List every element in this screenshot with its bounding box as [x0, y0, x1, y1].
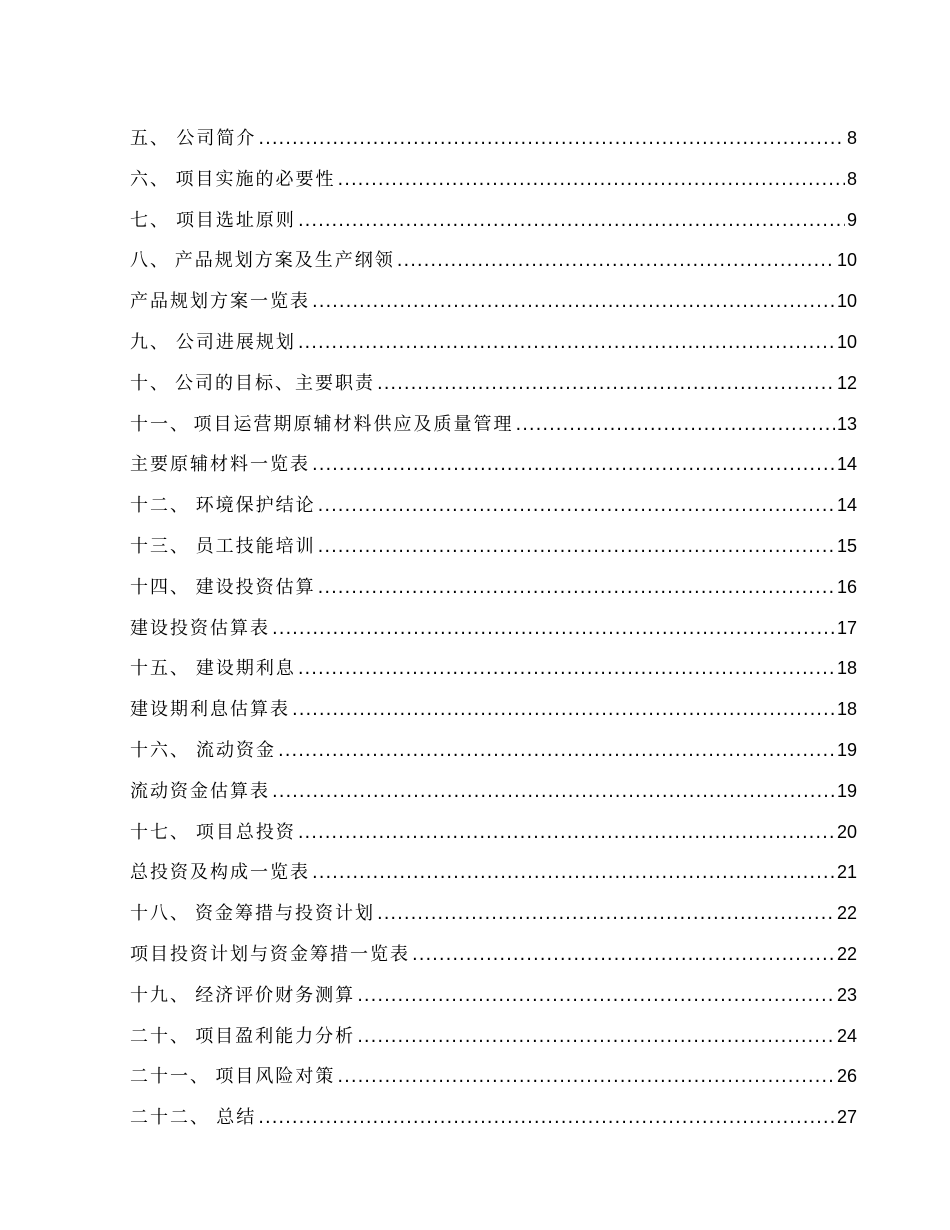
- toc-entry-page: 12: [836, 372, 857, 393]
- toc-dot-leader: [272, 772, 835, 813]
- toc-entry-page: 24: [836, 1025, 857, 1046]
- toc-entry[interactable]: [130, 934, 857, 975]
- toc-entry-number: 十三、: [130, 535, 190, 557]
- toc-dot-leader: [298, 813, 835, 854]
- toc-entry-page: 19: [836, 739, 857, 760]
- toc-entry-title: 总投资及构成一览表: [130, 862, 310, 884]
- toc-entry[interactable]: [130, 689, 857, 730]
- toc-entry-title: 项目运营期原辅材料供应及质量管理: [193, 413, 514, 435]
- toc-entry[interactable]: [130, 893, 857, 934]
- toc-entry-title: 经济评价财务测算: [195, 984, 356, 1006]
- toc-entry-page: 22: [836, 943, 857, 964]
- toc-entry[interactable]: [130, 322, 857, 363]
- toc-dot-leader: [357, 976, 835, 1017]
- toc-entry[interactable]: [130, 485, 857, 526]
- toc-entry-number: 二十、: [130, 1025, 190, 1047]
- toc-entry[interactable]: [130, 404, 857, 445]
- toc-entry-page: 8: [846, 168, 857, 189]
- toc-dot-leader: [318, 568, 835, 609]
- toc-entry-title: 项目总投资: [195, 821, 296, 843]
- toc-entry[interactable]: [130, 1016, 857, 1057]
- toc-dot-leader: [377, 894, 835, 935]
- toc-entry-page: 19: [836, 780, 857, 801]
- toc-entry-number: 十五、: [130, 658, 190, 680]
- toc-entry-title: 环境保护结论: [195, 495, 316, 517]
- toc-entry-page: 26: [836, 1066, 857, 1087]
- toc-entry[interactable]: [130, 730, 857, 771]
- toc-entry[interactable]: [130, 118, 857, 159]
- toc-entry[interactable]: [130, 159, 857, 200]
- toc-entry-number: 五、: [130, 128, 170, 149]
- toc-entry-page: 16: [836, 576, 857, 597]
- toc-entry[interactable]: [130, 281, 857, 322]
- toc-dot-leader: [312, 282, 835, 323]
- toc-entry-title: 产品规划方案及生产纲领: [174, 250, 395, 272]
- toc-entry-title: 项目盈利能力分析: [195, 1025, 356, 1047]
- toc-entry[interactable]: [130, 975, 857, 1016]
- toc-entry[interactable]: [130, 526, 857, 567]
- toc-dot-leader: [272, 609, 835, 650]
- toc-entry-page: 10: [836, 250, 857, 271]
- toc-dot-leader: [278, 731, 835, 772]
- toc-entry[interactable]: [130, 771, 857, 812]
- toc-entry-page: 22: [836, 903, 857, 924]
- toc-entry-page: 20: [836, 821, 857, 842]
- toc-entry-page: 10: [836, 331, 857, 352]
- toc-entry-title: 公司简介: [176, 128, 257, 149]
- toc-dot-leader: [338, 160, 845, 201]
- toc-dot-leader: [515, 405, 835, 446]
- toc-dot-leader: [412, 935, 835, 976]
- toc-entry-title: 项目投资计划与资金筹措一览表: [130, 943, 410, 965]
- toc-entry[interactable]: [130, 363, 857, 404]
- toc-entry-page: 10: [836, 291, 857, 312]
- toc-dot-leader: [298, 323, 835, 364]
- toc-entry-title: 员工技能培训: [195, 535, 316, 557]
- toc-entry-page: 27: [836, 1107, 857, 1128]
- toc-entry-title: 公司进展规划: [175, 331, 296, 353]
- toc-entry-title: 建设投资估算表: [130, 617, 270, 639]
- toc-entry-page: 18: [836, 699, 857, 720]
- toc-entry-title: 建设期利息: [195, 658, 296, 680]
- toc-dot-leader: [298, 649, 835, 690]
- toc-dot-leader: [397, 241, 835, 282]
- toc-entry-title: 流动资金估算表: [130, 780, 270, 802]
- toc-dot-leader: [312, 445, 835, 486]
- toc-entry[interactable]: [130, 200, 857, 241]
- toc-dot-leader: [318, 486, 835, 527]
- toc-entry-number: 十六、: [130, 739, 190, 761]
- toc-dot-leader: [292, 690, 835, 731]
- toc-entry-title: 总结: [216, 1107, 257, 1129]
- toc-entry-page: 18: [836, 658, 857, 679]
- toc-entry-number: 十二、: [130, 495, 190, 517]
- toc-entry[interactable]: [130, 608, 857, 649]
- toc-entry[interactable]: [130, 567, 857, 608]
- toc-dot-leader: [337, 1057, 835, 1098]
- toc-entry-title: 项目实施的必要性: [175, 168, 336, 190]
- toc-entry-number: 十、: [130, 372, 170, 394]
- toc-entry[interactable]: [130, 444, 857, 485]
- toc-entry-page: 13: [836, 413, 857, 434]
- toc-entry-title: 建设投资估算: [195, 576, 316, 598]
- toc-entry-title: 公司的目标、主要职责: [174, 372, 375, 394]
- toc-entry[interactable]: [130, 1056, 857, 1097]
- toc-entry-page: 9: [846, 209, 857, 230]
- toc-entry-title: 项目风险对策: [215, 1066, 336, 1088]
- toc-entry-page: 23: [836, 984, 857, 1005]
- toc-entry[interactable]: [130, 1097, 857, 1138]
- toc-entry-page: 21: [836, 862, 857, 883]
- toc-dot-leader: [318, 527, 835, 568]
- toc-entry-title: 资金筹措与投资计划: [194, 903, 375, 925]
- toc-entry-page: 15: [836, 535, 857, 556]
- toc-entry-number: 十一、: [130, 413, 190, 435]
- toc-dot-leader: [258, 119, 845, 160]
- toc-dot-leader: [258, 1098, 835, 1139]
- toc-entry-number: 十四、: [130, 576, 190, 598]
- toc-entry-number: 七、: [130, 209, 170, 231]
- toc-entry-title: 建设期利息估算表: [130, 699, 290, 721]
- toc-entry-number: 八、: [130, 250, 170, 272]
- toc-dot-leader: [298, 201, 845, 242]
- toc-entry-number: 十七、: [130, 821, 190, 843]
- toc-entry-title: 主要原辅材料一览表: [130, 454, 310, 476]
- table-of-contents: [130, 118, 857, 1138]
- toc-entry-title: 项目选址原则: [175, 209, 296, 231]
- toc-entry-number: 六、: [130, 168, 170, 190]
- toc-dot-leader: [312, 853, 835, 894]
- toc-entry-number: 九、: [130, 331, 170, 353]
- toc-dot-leader: [357, 1017, 835, 1058]
- toc-entry-page: 8: [846, 128, 857, 148]
- toc-entry[interactable]: [130, 852, 857, 893]
- toc-entry-page: 14: [836, 495, 857, 516]
- toc-entry[interactable]: [130, 812, 857, 853]
- toc-dot-leader: [377, 364, 835, 405]
- toc-entry-title: 流动资金: [196, 739, 277, 761]
- toc-entry-number: 二十一、: [130, 1066, 210, 1088]
- toc-entry-number: 二十二、: [130, 1107, 210, 1129]
- toc-entry-number: 十八、: [130, 903, 190, 925]
- toc-entry-number: 十九、: [130, 984, 190, 1006]
- toc-entry-title: 产品规划方案一览表: [130, 291, 310, 313]
- toc-entry-page: 14: [836, 454, 857, 475]
- toc-entry-page: 17: [836, 617, 857, 638]
- toc-entry[interactable]: [130, 240, 857, 281]
- toc-entry[interactable]: [130, 648, 857, 689]
